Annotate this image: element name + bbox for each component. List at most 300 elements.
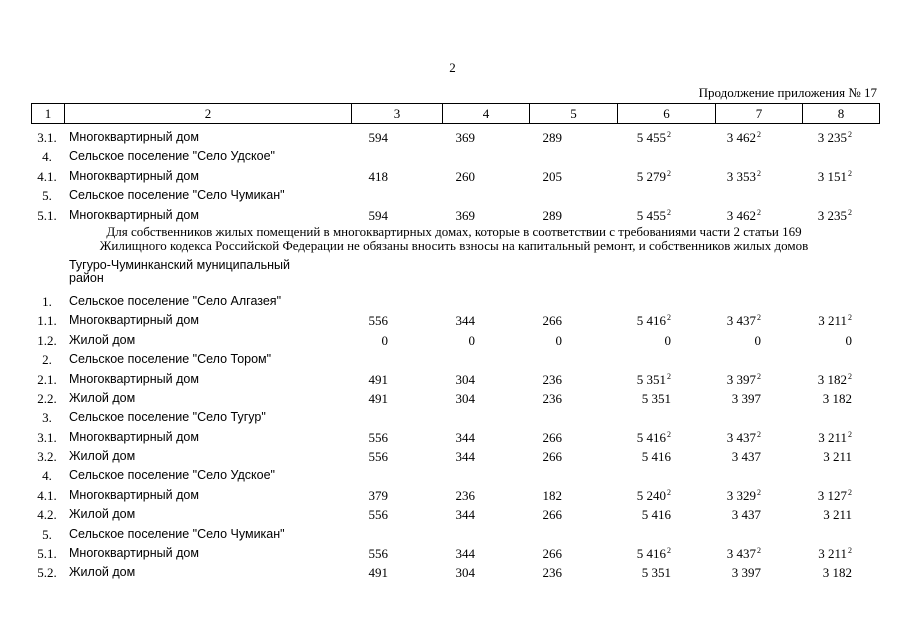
cell-col-3 <box>369 389 389 408</box>
row-name-line-1: Многоквартирный дом <box>69 130 199 144</box>
cell-col-8 <box>823 389 852 408</box>
row-number-value: 2.1. <box>37 371 57 387</box>
cell-col-6-value: 5 279 <box>636 168 666 184</box>
rows-group-a <box>31 128 877 225</box>
cell-col-6 <box>637 486 671 505</box>
table-row <box>31 486 877 505</box>
cell-col-7 <box>727 311 761 330</box>
cell-col-4-value: 236 <box>455 487 475 503</box>
footnote-marker: 2 <box>757 168 761 178</box>
footnote-marker: 2 <box>848 130 852 139</box>
cell-col-6-value: 5 455 <box>636 130 666 145</box>
cell-col-6 <box>665 331 672 350</box>
cell-col-8-value: 3 182 <box>822 390 852 406</box>
footnote-marker: 2 <box>848 207 852 217</box>
row-number-value: 1.2. <box>37 332 57 348</box>
table-row <box>31 350 877 369</box>
row-number-value: 4.1. <box>37 487 57 503</box>
cell-col-6-value: 5 351 <box>636 371 666 387</box>
cell-col-3 <box>382 331 389 350</box>
table-row <box>31 370 877 389</box>
cell-col-7-value: 3 397 <box>731 565 761 581</box>
row-name <box>69 259 290 285</box>
cell-col-3 <box>369 563 389 582</box>
cell-col-8-value: 3 235 <box>817 207 847 223</box>
cell-col-7 <box>727 206 761 225</box>
table-row <box>31 331 877 350</box>
row-name <box>69 350 271 369</box>
cell-col-6 <box>637 311 671 330</box>
cell-col-6-value: 5 351 <box>641 565 671 581</box>
row-name-line-1: Многоквартирный дом <box>69 313 199 328</box>
cell-col-8-value: 3 211 <box>823 449 852 465</box>
cell-col-6-value: 5 416 <box>636 546 666 562</box>
row-number-value: 4.2. <box>37 507 57 523</box>
footnote-marker: 2 <box>667 207 671 217</box>
row-number <box>31 486 63 505</box>
row-number-value: 2.2. <box>37 390 57 406</box>
cell-col-8 <box>818 167 852 186</box>
footnote-marker: 2 <box>848 546 852 556</box>
cell-col-5 <box>543 428 563 447</box>
cell-col-6 <box>637 128 671 147</box>
cell-col-8-value: 3 211 <box>818 429 847 445</box>
table-row <box>31 544 877 563</box>
footnote-marker: 2 <box>757 429 761 439</box>
row-number <box>31 563 63 582</box>
cell-col-7-value: 3 437 <box>726 429 756 445</box>
cell-col-7-value: 3 397 <box>726 371 756 387</box>
table-row <box>31 186 877 205</box>
row-number <box>31 206 63 225</box>
row-number <box>31 331 63 350</box>
table-row <box>31 292 877 311</box>
table-row <box>31 206 877 225</box>
table-body <box>31 128 877 583</box>
cell-col-8-value: 3 182 <box>822 565 852 581</box>
cell-col-8 <box>818 311 852 330</box>
cell-col-4-value: 344 <box>455 449 475 465</box>
cell-col-3-value: 556 <box>368 313 388 329</box>
cell-col-6 <box>637 428 671 447</box>
row-name <box>69 428 199 447</box>
footnote-marker: 2 <box>667 313 671 323</box>
cell-col-6 <box>637 206 671 225</box>
row-number <box>31 370 63 389</box>
row-name-line-2: район <box>69 270 104 285</box>
row-name <box>69 331 135 350</box>
cell-col-5-value: 289 <box>542 130 562 145</box>
cell-col-8-value: 3 235 <box>817 130 847 145</box>
cell-col-6-value: 5 351 <box>641 390 671 406</box>
cell-col-8-value: 3 211 <box>818 546 847 562</box>
row-number <box>31 525 63 544</box>
row-name <box>69 128 199 147</box>
cell-col-8-value: 3 127 <box>817 487 847 503</box>
cell-col-7 <box>727 370 761 389</box>
cell-col-6-value: 5 416 <box>636 429 666 445</box>
column-header-8: 8 <box>803 104 880 124</box>
table-row <box>31 128 877 147</box>
cell-col-7-value: 3 397 <box>731 390 761 406</box>
footnote-marker: 2 <box>667 487 671 497</box>
cell-col-5-value: 236 <box>542 371 562 387</box>
cell-col-5-value: 205 <box>542 168 562 184</box>
cell-col-7-value: 3 329 <box>726 487 756 503</box>
row-number-value: 3.2. <box>37 449 57 465</box>
cell-col-4 <box>456 544 476 563</box>
cell-col-7-value: 3 353 <box>726 168 756 184</box>
row-number-value: 5. <box>42 526 52 542</box>
row-name-line-1: Жилой дом <box>69 507 136 522</box>
footnote-marker: 2 <box>667 130 671 139</box>
cell-col-3 <box>369 544 389 563</box>
row-name <box>69 563 135 582</box>
row-name-line-1: Сельское поселение "Село Удское" <box>69 149 275 164</box>
cell-col-3 <box>369 128 389 147</box>
cell-col-5-value: 266 <box>542 507 562 523</box>
row-number <box>31 544 63 563</box>
table-row <box>31 466 877 485</box>
table-row <box>31 525 877 544</box>
row-number-value: 4.1. <box>37 168 57 184</box>
cell-col-3 <box>369 447 389 466</box>
row-name-line-1: Сельское поселение "Село Чумикан" <box>69 188 285 203</box>
row-number <box>31 147 63 166</box>
table-row <box>31 428 877 447</box>
cell-col-6-value: 5 416 <box>641 507 671 523</box>
footnote-marker: 2 <box>667 371 671 381</box>
cell-col-6-value: 0 <box>664 332 671 348</box>
row-name-line-1: Тугуро-Чуминканский муниципальный <box>69 257 291 272</box>
cell-col-3-value: 418 <box>368 168 388 184</box>
cell-col-3-value: 379 <box>368 487 388 503</box>
cell-col-6 <box>642 563 671 582</box>
cell-col-7 <box>732 389 761 408</box>
row-number <box>31 128 63 147</box>
continuation-note: Продолжение приложения № 17 <box>698 85 877 100</box>
column-header-table <box>31 103 880 124</box>
cell-col-4-value: 369 <box>455 207 475 223</box>
cell-col-4-value: 344 <box>455 313 475 329</box>
row-number-value: 1.1. <box>37 313 57 329</box>
cell-col-3 <box>369 206 389 225</box>
row-name <box>69 186 285 205</box>
footnote-marker: 2 <box>757 371 761 381</box>
table-row <box>31 256 877 292</box>
cell-col-5-value: 289 <box>542 207 562 223</box>
row-name-line-1: Сельское поселение "Село Тором" <box>69 352 272 367</box>
row-number-value: 3.1. <box>37 429 57 445</box>
row-number <box>31 350 63 369</box>
cell-col-8 <box>818 206 852 225</box>
cell-col-5 <box>543 370 563 389</box>
cell-col-4 <box>469 331 476 350</box>
cell-col-8-value: 0 <box>845 332 852 348</box>
cell-col-3-value: 491 <box>368 565 388 581</box>
cell-col-5 <box>556 331 563 350</box>
cell-col-7-value: 3 462 <box>726 207 756 223</box>
footnote-marker: 2 <box>848 168 852 178</box>
cell-col-5 <box>543 486 563 505</box>
cell-col-7-value: 3 462 <box>726 130 756 145</box>
row-name <box>69 292 281 311</box>
cell-col-4-value: 369 <box>455 130 475 145</box>
cell-col-4 <box>456 206 476 225</box>
row-name-line-1: Многоквартирный дом <box>69 168 199 183</box>
row-number-value: 3. <box>42 410 52 426</box>
row-number-value: 5.1. <box>37 546 57 562</box>
row-name-line-1: Многоквартирный дом <box>69 207 199 222</box>
cell-col-6 <box>642 389 671 408</box>
cell-col-4-value: 344 <box>455 507 475 523</box>
cell-col-8 <box>823 447 852 466</box>
cell-col-6 <box>642 447 671 466</box>
row-number <box>31 408 63 427</box>
row-number <box>31 389 63 408</box>
cell-col-4-value: 304 <box>455 390 475 406</box>
cell-col-3-value: 556 <box>368 449 388 465</box>
cell-col-7 <box>727 128 761 147</box>
column-header-2: 2 <box>65 104 352 124</box>
cell-col-5 <box>543 206 563 225</box>
cell-col-6 <box>637 167 671 186</box>
section-note <box>31 225 877 256</box>
row-name <box>69 311 199 330</box>
cell-col-5 <box>543 447 563 466</box>
cell-col-4 <box>456 428 476 447</box>
row-number-value: 2. <box>42 352 52 368</box>
cell-col-5 <box>543 167 563 186</box>
cell-col-3 <box>369 311 389 330</box>
row-name <box>69 206 199 225</box>
row-name-line-1: Жилой дом <box>69 565 136 580</box>
cell-col-4 <box>456 447 476 466</box>
cell-col-7 <box>727 428 761 447</box>
footnote-marker: 2 <box>757 313 761 323</box>
column-header-3: 3 <box>352 104 443 124</box>
cell-col-8-value: 3 151 <box>817 168 847 184</box>
table-row <box>31 147 877 166</box>
cell-col-6 <box>642 505 671 524</box>
table-row <box>31 447 877 466</box>
cell-col-5-value: 236 <box>542 565 562 581</box>
footnote-marker: 2 <box>667 168 671 178</box>
section-note-line-1: Для собственников жилых помещений в многоквартирных домах, которые в соответствии с требованиями части 2 статьи 169 <box>106 223 802 239</box>
table-row <box>31 167 877 186</box>
row-number <box>31 167 63 186</box>
cell-col-7 <box>732 563 761 582</box>
cell-col-5-value: 266 <box>542 429 562 445</box>
row-name-line-1: Сельское поселение "Село Алгазея" <box>69 293 282 308</box>
cell-col-7-value: 0 <box>754 332 761 348</box>
cell-col-3-value: 491 <box>368 371 388 387</box>
cell-col-4 <box>456 167 476 186</box>
footnote-marker: 2 <box>848 429 852 439</box>
cell-col-7 <box>732 505 761 524</box>
row-name <box>69 147 275 166</box>
footnote-marker: 2 <box>848 313 852 323</box>
cell-col-4 <box>456 128 476 147</box>
cell-col-4 <box>456 563 476 582</box>
column-header-row <box>32 104 880 124</box>
cell-col-8-value: 3 211 <box>823 507 852 523</box>
footnote-marker: 2 <box>848 487 852 497</box>
cell-col-5 <box>543 311 563 330</box>
cell-col-4-value: 344 <box>455 429 475 445</box>
row-number-value: 5.1. <box>37 207 57 223</box>
cell-col-4 <box>456 486 476 505</box>
table-row <box>31 311 877 330</box>
cell-col-3-value: 491 <box>368 390 388 406</box>
row-name-line-1: Сельское поселение "Село Удское" <box>69 468 275 483</box>
cell-col-5 <box>543 563 563 582</box>
cell-col-7-value: 3 437 <box>731 507 761 523</box>
footnote-marker: 2 <box>667 546 671 556</box>
cell-col-5-value: 266 <box>542 449 562 465</box>
table-row <box>31 563 877 582</box>
cell-col-5-value: 266 <box>542 313 562 329</box>
row-name <box>69 167 199 186</box>
cell-col-5-value: 236 <box>542 390 562 406</box>
cell-col-5 <box>543 128 563 147</box>
row-number <box>31 505 63 524</box>
cell-col-6 <box>637 544 671 563</box>
cell-col-8 <box>846 331 853 350</box>
cell-col-8 <box>818 128 852 147</box>
cell-col-3-value: 556 <box>368 546 388 562</box>
cell-col-3 <box>369 505 389 524</box>
cell-col-8 <box>818 370 852 389</box>
row-number-value: 3.1. <box>37 130 57 145</box>
row-name-line-1: Жилой дом <box>69 332 136 347</box>
section-note-line-2: Жилищного кодекса Российской Федерации не обязаны вносить взносы на капитальный ремонт, и собственников жилых домов <box>99 237 809 253</box>
row-name <box>69 370 199 389</box>
page-number: 2 <box>449 60 456 75</box>
cell-col-3-value: 594 <box>368 207 388 223</box>
cell-col-5 <box>543 505 563 524</box>
row-name <box>69 447 135 466</box>
column-header-4: 4 <box>443 104 530 124</box>
cell-col-3-value: 556 <box>368 429 388 445</box>
footnote-marker: 2 <box>757 546 761 556</box>
row-number-value: 4. <box>42 149 52 165</box>
row-number-value: 1. <box>42 293 52 309</box>
cell-col-8 <box>818 486 852 505</box>
cell-col-5 <box>543 544 563 563</box>
cell-col-8 <box>823 563 852 582</box>
row-name <box>69 544 199 563</box>
row-name <box>69 505 135 524</box>
table-row <box>31 408 877 427</box>
cell-col-7 <box>727 486 761 505</box>
cell-col-4-value: 260 <box>455 168 475 184</box>
row-name-line-1: Жилой дом <box>69 449 136 464</box>
row-name-line-1: Многоквартирный дом <box>69 546 199 561</box>
cell-col-7-value: 3 437 <box>726 313 756 329</box>
row-number <box>31 292 63 311</box>
cell-col-8 <box>818 544 852 563</box>
column-header-1: 1 <box>32 104 65 124</box>
row-name-line-1: Сельское поселение "Село Тугур" <box>69 410 266 425</box>
cell-col-6 <box>637 370 671 389</box>
cell-col-6-value: 5 416 <box>641 449 671 465</box>
cell-col-5 <box>543 389 563 408</box>
cell-col-7-value: 3 437 <box>726 546 756 562</box>
row-name-line-1: Жилой дом <box>69 390 136 405</box>
cell-col-4-value: 304 <box>455 371 475 387</box>
cell-col-8 <box>818 428 852 447</box>
cell-col-7 <box>755 331 762 350</box>
cell-col-7 <box>732 447 761 466</box>
table-row <box>31 389 877 408</box>
row-name <box>69 525 285 544</box>
row-number <box>31 447 63 466</box>
footnote-marker: 2 <box>667 429 671 439</box>
cell-col-3 <box>369 486 389 505</box>
row-name <box>69 389 135 408</box>
column-header-7: 7 <box>716 104 803 124</box>
footnote-marker: 2 <box>757 130 761 139</box>
row-number <box>31 311 63 330</box>
row-number <box>31 186 63 205</box>
footnote-marker: 2 <box>757 207 761 217</box>
row-number-value: 4. <box>42 468 52 484</box>
cell-col-5-value: 266 <box>542 546 562 562</box>
row-number-value: 5.2. <box>37 565 57 581</box>
cell-col-6-value: 5 240 <box>636 487 666 503</box>
cell-col-4 <box>456 311 476 330</box>
row-name-line-1: Сельское поселение "Село Чумикан" <box>69 526 285 541</box>
row-name <box>69 466 275 485</box>
footnote-marker: 2 <box>848 371 852 381</box>
cell-col-7 <box>727 167 761 186</box>
row-number <box>31 428 63 447</box>
cell-col-3-value: 594 <box>368 130 388 145</box>
cell-col-5-value: 182 <box>542 487 562 503</box>
cell-col-7 <box>727 544 761 563</box>
cell-col-3 <box>369 167 389 186</box>
column-header-6: 6 <box>618 104 716 124</box>
row-name-line-1: Многоквартирный дом <box>69 429 199 444</box>
cell-col-4 <box>456 389 476 408</box>
row-name <box>69 486 199 505</box>
cell-col-4 <box>456 370 476 389</box>
cell-col-3-value: 556 <box>368 507 388 523</box>
row-name <box>69 408 266 427</box>
row-name-line-1: Многоквартирный дом <box>69 487 199 502</box>
cell-col-6-value: 5 455 <box>636 207 666 223</box>
row-name-line-1: Многоквартирный дом <box>69 371 199 386</box>
cell-col-3 <box>369 370 389 389</box>
row-number-value: 5. <box>42 188 52 204</box>
cell-col-8 <box>823 505 852 524</box>
cell-col-5-value: 0 <box>555 332 562 348</box>
cell-col-8-value: 3 211 <box>818 313 847 329</box>
row-number <box>31 466 63 485</box>
column-header-5: 5 <box>530 104 618 124</box>
footnote-marker: 2 <box>757 487 761 497</box>
cell-col-8-value: 3 182 <box>817 371 847 387</box>
cell-col-7-value: 3 437 <box>731 449 761 465</box>
cell-col-4-value: 0 <box>468 332 475 348</box>
cell-col-4-value: 304 <box>455 565 475 581</box>
cell-col-4 <box>456 505 476 524</box>
cell-col-6-value: 5 416 <box>636 313 666 329</box>
cell-col-3 <box>369 428 389 447</box>
table-row <box>31 505 877 524</box>
rows-group-b <box>31 256 877 583</box>
